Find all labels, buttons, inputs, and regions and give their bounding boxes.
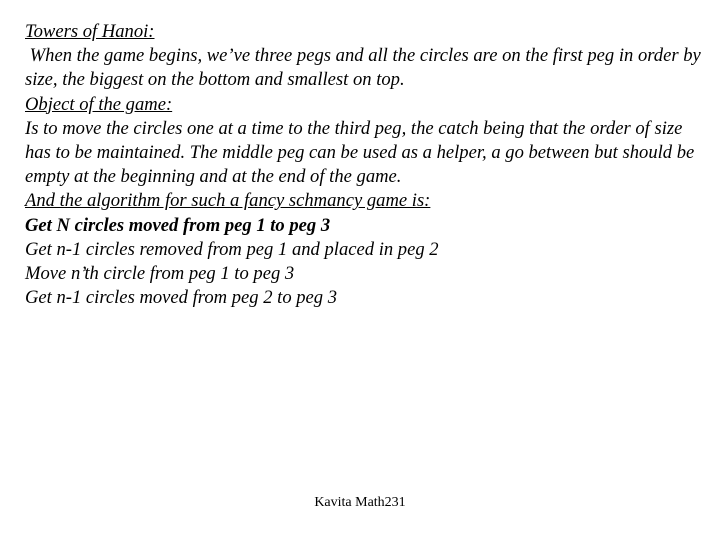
- algorithm-step: Get n-1 circles removed from peg 1 and placed in peg 2: [25, 238, 439, 260]
- intro-paragraph: When the game begins, we’ve three pegs and all the circles are on the first peg in order by size, the biggest on the bottom and smallest on top.: [25, 45, 706, 91]
- algorithm-step: Move n’th circle from peg 1 to peg 3: [25, 263, 295, 285]
- algorithm-step: Get n-1 circles moved from peg 2 to peg 3: [25, 287, 338, 309]
- object-paragraph: Is to move the circles one at a time to the third peg, the catch being that the order of size has to be maintained. The middle peg can be used as a helper, a go between but should be empty at the beginning and at the end of the game.: [25, 117, 699, 188]
- algorithm-heading: And the algorithm for such a fancy schmancy game is:: [25, 190, 431, 212]
- object-heading: Object of the game:: [25, 93, 173, 115]
- slide-footer: Kavita Math231: [314, 495, 406, 510]
- algorithm-title: Get N circles moved from peg 1 to peg 3: [25, 214, 331, 236]
- slide-body: [25, 20, 705, 310]
- slide-heading: Towers of Hanoi:: [25, 21, 155, 42]
